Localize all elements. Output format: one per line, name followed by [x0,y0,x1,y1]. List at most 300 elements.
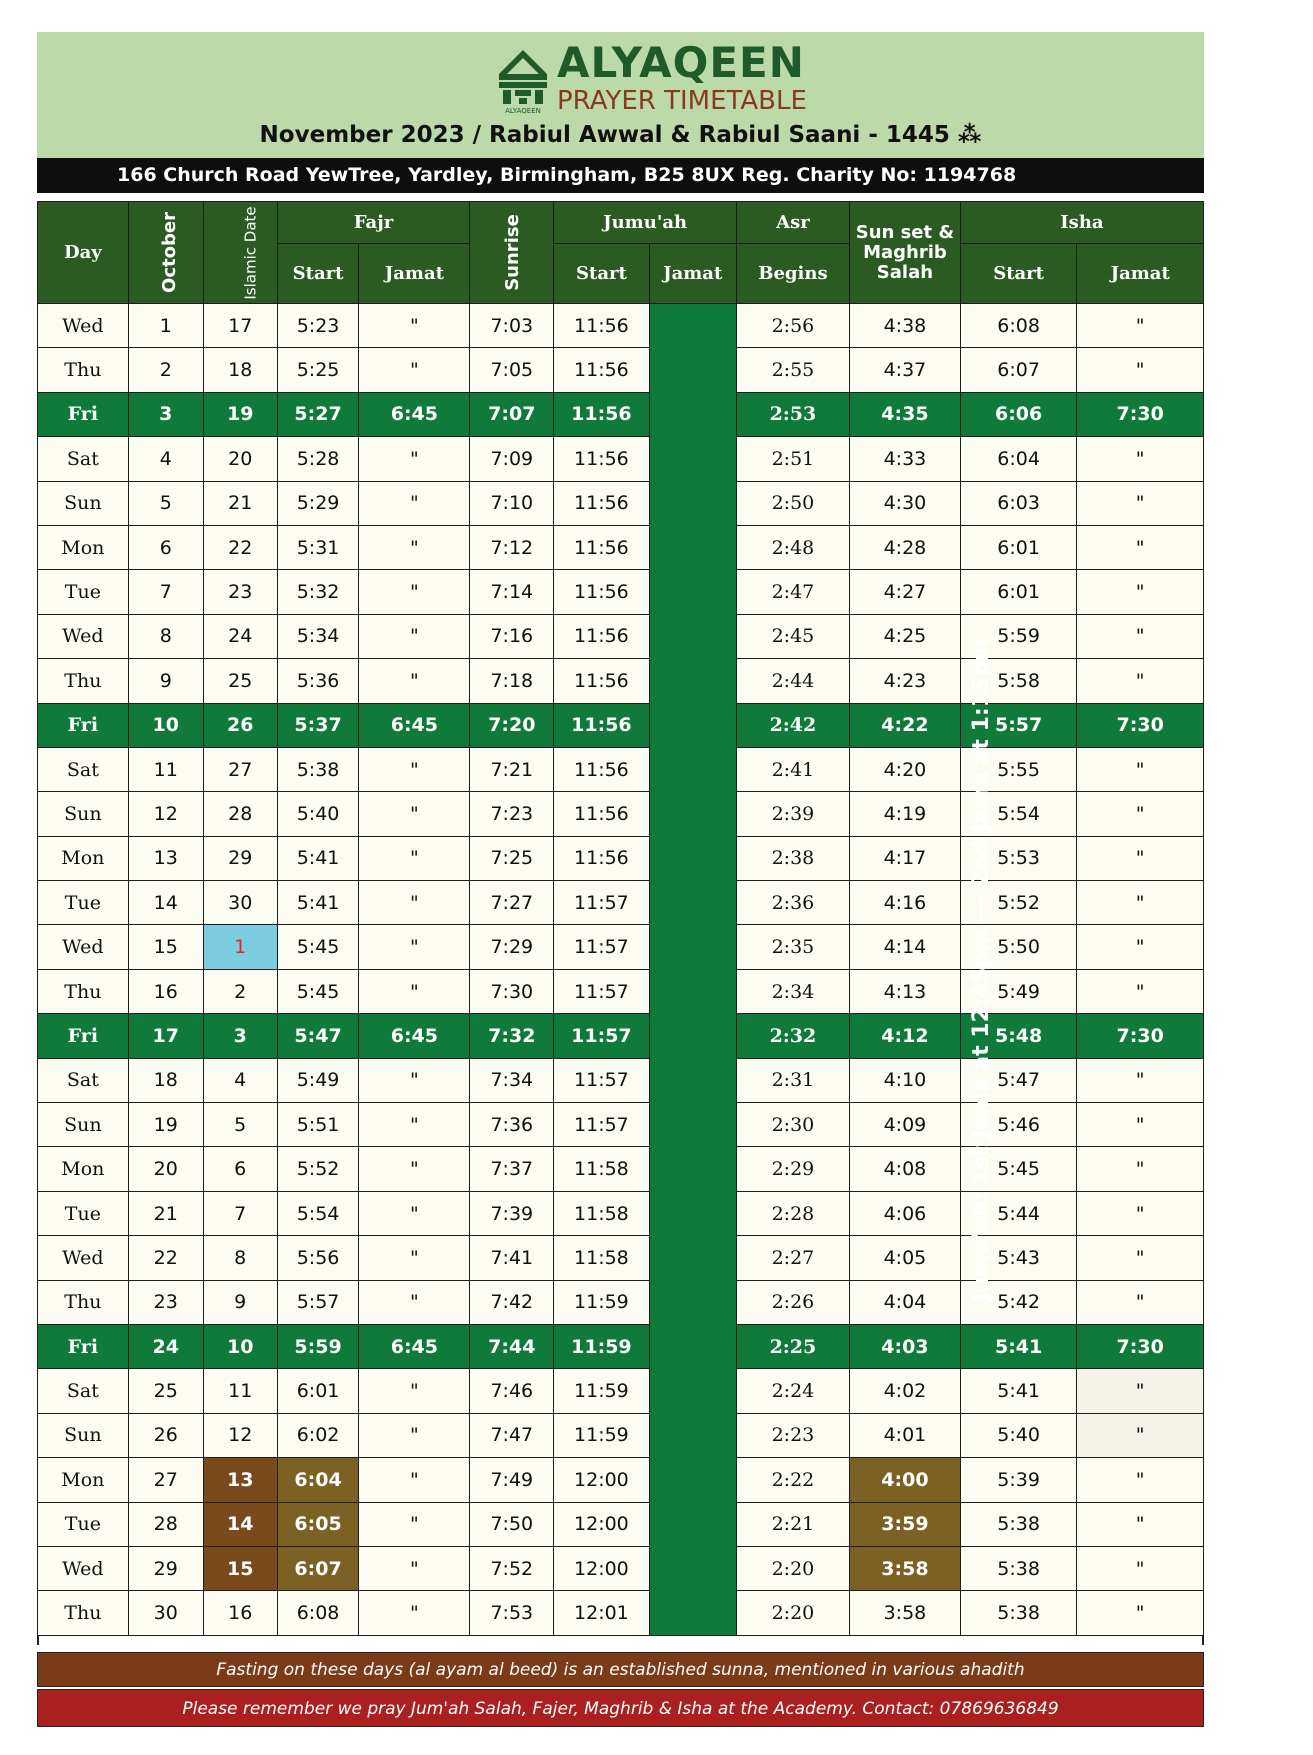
header-month: October [128,202,203,304]
cell-maghrib: 4:23 [849,659,960,703]
cell-isha-start: 5:43 [960,1236,1076,1280]
cell-isha-jamat: " [1077,348,1204,392]
cell-islamic-date: 2 [203,969,277,1013]
cell-asr-begins: 2:32 [736,1014,849,1058]
cell-fajr-jamat: " [359,481,470,525]
table-row [38,881,1204,925]
table-row [38,1413,1204,1457]
cell-day: Mon [38,525,129,569]
cell-isha-start: 5:47 [960,1058,1076,1102]
table-row [38,1324,1204,1368]
cell-isha-jamat: " [1077,1280,1204,1324]
jumuah-jamaat-label: Jumu'ah: 1st Jama'at 12:45pm --- 2nd Jama'at 1:15pm [968,637,994,1301]
cell-maghrib: 4:00 [849,1458,960,1502]
cell-jumuah-start: 11:57 [554,1014,649,1058]
cell-jumuah-start: 11:56 [554,570,649,614]
cell-isha-start: 5:38 [960,1546,1076,1590]
cell-islamic-date: 20 [203,437,277,481]
month-title: November 2023 / Rabiul Awwal & Rabiul Saani - 1445 ⁂ [259,122,982,148]
cell-asr-begins: 2:48 [736,525,849,569]
cell-asr-begins: 2:44 [736,659,849,703]
cell-fajr-start: 5:45 [277,969,359,1013]
cell-isha-start: 5:57 [960,703,1076,747]
cell-isha-start: 5:45 [960,1147,1076,1191]
cell-isha-jamat: " [1077,1413,1204,1457]
table-row [38,1502,1204,1546]
table-row [38,1103,1204,1147]
cell-fajr-jamat: " [359,1413,470,1457]
cell-day: Thu [38,969,129,1013]
brand-name: ALYAQEEN [557,38,805,87]
cell-isha-start: 5:42 [960,1280,1076,1324]
cell-asr-begins: 2:23 [736,1413,849,1457]
cell-isha-jamat: " [1077,1591,1204,1635]
cell-jumuah-start: 11:58 [554,1236,649,1280]
cell-isha-start: 5:39 [960,1458,1076,1502]
cell-fajr-jamat: " [359,1502,470,1546]
brand-subtitle: PRAYER TIMETABLE [557,86,807,116]
cell-asr-begins: 2:28 [736,1191,849,1235]
cell-islamic-date: 16 [203,1591,277,1635]
cell-sunrise: 7:23 [470,792,554,836]
cell-isha-start: 5:41 [960,1324,1076,1368]
cell-maghrib: 4:20 [849,747,960,791]
table-row [38,614,1204,658]
cell-day: Mon [38,1147,129,1191]
cell-fajr-start: 5:32 [277,570,359,614]
cell-maghrib: 4:28 [849,525,960,569]
cell-jumuah-start: 11:56 [554,747,649,791]
cell-islamic-date: 1 [203,925,277,969]
cell-fajr-start: 5:47 [277,1014,359,1058]
cell-fajr-jamat: 6:45 [359,703,470,747]
cell-islamic-date: 14 [203,1502,277,1546]
cell-jumuah-start: 11:56 [554,659,649,703]
cell-isha-jamat: " [1077,570,1204,614]
cell-asr-begins: 2:26 [736,1280,849,1324]
cell-isha-jamat: " [1077,614,1204,658]
cell-islamic-date: 5 [203,1103,277,1147]
table-row [38,792,1204,836]
cell-islamic-date: 18 [203,348,277,392]
cell-fajr-jamat: 6:45 [359,392,470,436]
cell-fajr-jamat: " [359,1591,470,1635]
cell-date: 23 [128,1280,203,1324]
cell-isha-start: 5:38 [960,1502,1076,1546]
cell-jumuah-start: 11:56 [554,481,649,525]
cell-fajr-jamat: " [359,1236,470,1280]
cell-date: 10 [128,703,203,747]
cell-fajr-start: 5:54 [277,1191,359,1235]
cell-fajr-start: 5:29 [277,481,359,525]
cell-islamic-date: 30 [203,881,277,925]
cell-sunrise: 7:03 [470,304,554,348]
cell-sunrise: 7:42 [470,1280,554,1324]
cell-date: 22 [128,1236,203,1280]
cell-isha-jamat: " [1077,1103,1204,1147]
cell-maghrib: 4:27 [849,570,960,614]
cell-asr-begins: 2:20 [736,1546,849,1590]
cell-fajr-start: 6:02 [277,1413,359,1457]
cell-islamic-date: 25 [203,659,277,703]
cell-asr-begins: 2:47 [736,570,849,614]
address-text: 166 Church Road YewTree, Yardley, Birmingham, B25 8UX Reg. Charity No: 1194768 [117,164,1017,186]
cell-fajr-start: 5:51 [277,1103,359,1147]
cell-jumuah-start: 11:59 [554,1324,649,1368]
table-row [38,969,1204,1013]
cell-sunrise: 7:07 [470,392,554,436]
cell-islamic-date: 22 [203,525,277,569]
cell-sunrise: 7:14 [470,570,554,614]
cell-isha-start: 5:38 [960,1591,1076,1635]
cell-fajr-start: 5:28 [277,437,359,481]
header-banner [37,32,1204,158]
cell-islamic-date: 21 [203,481,277,525]
cell-maghrib: 4:35 [849,392,960,436]
cell-date: 2 [128,348,203,392]
cell-fajr-jamat: " [359,881,470,925]
cell-sunrise: 7:50 [470,1502,554,1546]
cell-jumuah-start: 11:59 [554,1280,649,1324]
cell-islamic-date: 26 [203,703,277,747]
cell-fajr-start: 5:40 [277,792,359,836]
cell-date: 7 [128,570,203,614]
cell-fajr-start: 5:38 [277,747,359,791]
cell-day: Tue [38,1502,129,1546]
cell-date: 27 [128,1458,203,1502]
cell-fajr-jamat: " [359,1280,470,1324]
table-row [38,1546,1204,1590]
header-maghrib: Sun set & Maghrib Salah [849,202,960,304]
cell-fajr-start: 6:07 [277,1546,359,1590]
cell-date: 1 [128,304,203,348]
cell-asr-begins: 2:50 [736,481,849,525]
cell-sunrise: 7:20 [470,703,554,747]
cell-fajr-jamat: " [359,925,470,969]
cell-maghrib: 4:37 [849,348,960,392]
cell-maghrib: 4:16 [849,881,960,925]
cell-jumuah-start: 11:56 [554,348,649,392]
cell-jumuah-start: 11:56 [554,304,649,348]
cell-sunrise: 7:05 [470,348,554,392]
fasting-note: Fasting on these days (al ayam al beed) is an established sunna, mentioned in various ahadith [37,1652,1204,1687]
cell-sunrise: 7:52 [470,1546,554,1590]
cell-islamic-date: 17 [203,304,277,348]
header-fajr-start: Start [277,244,359,304]
cell-islamic-date: 11 [203,1369,277,1413]
cell-fajr-start: 5:52 [277,1147,359,1191]
cell-date: 3 [128,392,203,436]
cell-isha-start: 5:40 [960,1413,1076,1457]
cell-asr-begins: 2:24 [736,1369,849,1413]
cell-sunrise: 7:09 [470,437,554,481]
cell-day: Mon [38,1458,129,1502]
cell-sunrise: 7:27 [470,881,554,925]
header-asr: Asr [736,202,849,244]
cell-asr-begins: 2:20 [736,1591,849,1635]
cell-sunrise: 7:30 [470,969,554,1013]
table-row [38,1058,1204,1102]
cell-jumuah-start: 12:01 [554,1591,649,1635]
cell-asr-begins: 2:29 [736,1147,849,1191]
cell-asr-begins: 2:56 [736,304,849,348]
cell-islamic-date: 28 [203,792,277,836]
cell-isha-jamat: " [1077,1058,1204,1102]
cell-islamic-date: 15 [203,1546,277,1590]
cell-fajr-start: 5:45 [277,925,359,969]
cell-day: Sat [38,1058,129,1102]
cell-jumuah-start: 11:57 [554,1058,649,1102]
cell-asr-begins: 2:27 [736,1236,849,1280]
cell-date: 14 [128,881,203,925]
cell-isha-jamat: " [1077,481,1204,525]
cell-fajr-start: 5:25 [277,348,359,392]
cell-jumuah-start: 11:57 [554,1103,649,1147]
header-jumuah: Jumu'ah [554,202,737,244]
cell-day: Sun [38,481,129,525]
cell-isha-start: 6:04 [960,437,1076,481]
cell-fajr-start: 6:05 [277,1502,359,1546]
cell-jumuah-start: 11:59 [554,1369,649,1413]
table-row [38,1191,1204,1235]
cell-isha-start: 5:58 [960,659,1076,703]
cell-date: 16 [128,969,203,1013]
cell-jumuah-start: 11:59 [554,1413,649,1457]
cell-isha-jamat: " [1077,747,1204,791]
address-bar [37,158,1204,193]
cell-date: 8 [128,614,203,658]
cell-fajr-start: 5:27 [277,392,359,436]
cell-fajr-start: 5:36 [277,659,359,703]
cell-isha-jamat: 7:30 [1077,703,1204,747]
cell-fajr-start: 5:34 [277,614,359,658]
cell-isha-jamat: " [1077,1458,1204,1502]
cell-isha-start: 6:06 [960,392,1076,436]
cell-fajr-start: 6:01 [277,1369,359,1413]
timetable [37,201,1204,1645]
cell-isha-start: 6:03 [960,481,1076,525]
table-row [38,1147,1204,1191]
mosque-icon [493,44,553,114]
cell-jumuah-start: 12:00 [554,1546,649,1590]
cell-isha-jamat: " [1077,525,1204,569]
cell-jumuah-start: 11:58 [554,1147,649,1191]
cell-day: Wed [38,614,129,658]
logo-caption: ALYAQEEN [505,107,541,115]
cell-islamic-date: 8 [203,1236,277,1280]
cell-isha-start: 6:07 [960,348,1076,392]
cell-sunrise: 7:21 [470,747,554,791]
cell-fajr-jamat: " [359,659,470,703]
header-sunrise: Sunrise [470,202,554,304]
cell-fajr-jamat: " [359,1103,470,1147]
cell-date: 18 [128,1058,203,1102]
cell-date: 26 [128,1413,203,1457]
table-row [38,659,1204,703]
cell-islamic-date: 3 [203,1014,277,1058]
cell-maghrib: 4:13 [849,969,960,1013]
cell-date: 5 [128,481,203,525]
cell-isha-start: 6:01 [960,570,1076,614]
cell-date: 17 [128,1014,203,1058]
cell-day: Thu [38,659,129,703]
cell-fajr-jamat: " [359,348,470,392]
cell-day: Thu [38,348,129,392]
cell-fajr-jamat: " [359,1458,470,1502]
cell-asr-begins: 2:41 [736,747,849,791]
cell-maghrib: 4:19 [849,792,960,836]
cell-fajr-jamat: " [359,747,470,791]
timetable-body [38,304,1204,1636]
cell-isha-start: 6:01 [960,525,1076,569]
cell-sunrise: 7:49 [470,1458,554,1502]
cell-maghrib: 4:04 [849,1280,960,1324]
table-row [38,747,1204,791]
table-row [38,348,1204,392]
cell-isha-start: 5:50 [960,925,1076,969]
cell-fajr-jamat: " [359,614,470,658]
cell-sunrise: 7:41 [470,1236,554,1280]
cell-day: Tue [38,881,129,925]
cell-fajr-start: 5:49 [277,1058,359,1102]
cell-day: Sat [38,747,129,791]
cell-isha-jamat: " [1077,1369,1204,1413]
cell-date: 13 [128,836,203,880]
cell-isha-jamat: 7:30 [1077,1014,1204,1058]
cell-day: Thu [38,1280,129,1324]
cell-islamic-date: 24 [203,614,277,658]
cell-jumuah-start: 11:56 [554,437,649,481]
cell-fajr-jamat: " [359,304,470,348]
cell-sunrise: 7:47 [470,1413,554,1457]
cell-maghrib: 3:58 [849,1591,960,1635]
cell-asr-begins: 2:39 [736,792,849,836]
cell-fajr-jamat: " [359,1147,470,1191]
cell-jumuah-start: 12:00 [554,1458,649,1502]
header-asr-begins: Begins [736,244,849,304]
cell-fajr-jamat: " [359,1191,470,1235]
cell-fajr-start: 5:31 [277,525,359,569]
cell-fajr-start: 6:04 [277,1458,359,1502]
cell-asr-begins: 2:51 [736,437,849,481]
cell-asr-begins: 2:53 [736,392,849,436]
header-fajr: Fajr [277,202,470,244]
cell-day: Wed [38,925,129,969]
cell-maghrib: 3:59 [849,1502,960,1546]
cell-isha-jamat: 7:30 [1077,392,1204,436]
table-row [38,1458,1204,1502]
table-row [38,437,1204,481]
cell-maghrib: 4:03 [849,1324,960,1368]
cell-date: 21 [128,1191,203,1235]
table-row [38,1280,1204,1324]
cell-fajr-start: 5:41 [277,836,359,880]
cell-maghrib: 4:14 [849,925,960,969]
cell-jumuah-start: 11:56 [554,792,649,836]
cell-maghrib: 4:38 [849,304,960,348]
cell-isha-start: 6:08 [960,304,1076,348]
cell-islamic-date: 7 [203,1191,277,1235]
cell-day: Wed [38,1236,129,1280]
cell-maghrib: 4:25 [849,614,960,658]
cell-fajr-jamat: " [359,969,470,1013]
cell-fajr-jamat: " [359,1546,470,1590]
cell-isha-jamat: " [1077,1191,1204,1235]
cell-isha-start: 5:53 [960,836,1076,880]
cell-islamic-date: 19 [203,392,277,436]
cell-sunrise: 7:37 [470,1147,554,1191]
cell-fajr-start: 5:56 [277,1236,359,1280]
cell-fajr-jamat: " [359,437,470,481]
cell-isha-start: 5:49 [960,969,1076,1013]
cell-day: Thu [38,1591,129,1635]
cell-isha-jamat: " [1077,659,1204,703]
cell-sunrise: 7:12 [470,525,554,569]
cell-sunrise: 7:29 [470,925,554,969]
header-jumuah-jamat: Jamat [649,244,736,304]
cell-jumuah-start: 11:56 [554,703,649,747]
cell-sunrise: 7:16 [470,614,554,658]
cell-jumuah-start: 12:00 [554,1502,649,1546]
cell-maghrib: 4:10 [849,1058,960,1102]
table-row [38,1236,1204,1280]
cell-asr-begins: 2:31 [736,1058,849,1102]
cell-date: 20 [128,1147,203,1191]
cell-date: 11 [128,747,203,791]
cell-fajr-start: 5:37 [277,703,359,747]
cell-maghrib: 4:33 [849,437,960,481]
cell-day: Sat [38,437,129,481]
cell-sunrise: 7:25 [470,836,554,880]
table-row [38,525,1204,569]
cell-isha-jamat: " [1077,1546,1204,1590]
cell-date: 30 [128,1591,203,1635]
cell-fajr-jamat: " [359,570,470,614]
cell-sunrise: 7:18 [470,659,554,703]
cell-jumuah-start: 11:56 [554,836,649,880]
cell-day: Fri [38,392,129,436]
cell-day: Fri [38,1014,129,1058]
header-day: Day [38,202,129,304]
cell-jumuah-start: 11:58 [554,1191,649,1235]
cell-isha-start: 5:46 [960,1103,1076,1147]
cell-islamic-date: 4 [203,1058,277,1102]
cell-islamic-date: 10 [203,1324,277,1368]
cell-isha-start: 5:52 [960,881,1076,925]
cell-islamic-date: 23 [203,570,277,614]
table-row [38,1591,1204,1635]
cell-isha-jamat: " [1077,304,1204,348]
cell-maghrib: 4:09 [849,1103,960,1147]
cell-asr-begins: 2:42 [736,703,849,747]
cell-date: 6 [128,525,203,569]
cell-fajr-jamat: " [359,792,470,836]
cell-asr-begins: 2:21 [736,1502,849,1546]
cell-maghrib: 4:22 [849,703,960,747]
cell-fajr-start: 5:23 [277,304,359,348]
cell-maghrib: 4:05 [849,1236,960,1280]
cell-isha-jamat: " [1077,437,1204,481]
cell-day: Tue [38,1191,129,1235]
table-row [38,703,1204,747]
cell-day: Mon [38,836,129,880]
cell-asr-begins: 2:22 [736,1458,849,1502]
cell-islamic-date: 9 [203,1280,277,1324]
cell-isha-jamat: " [1077,969,1204,1013]
cell-date: 4 [128,437,203,481]
table-row [38,925,1204,969]
cell-day: Tue [38,570,129,614]
